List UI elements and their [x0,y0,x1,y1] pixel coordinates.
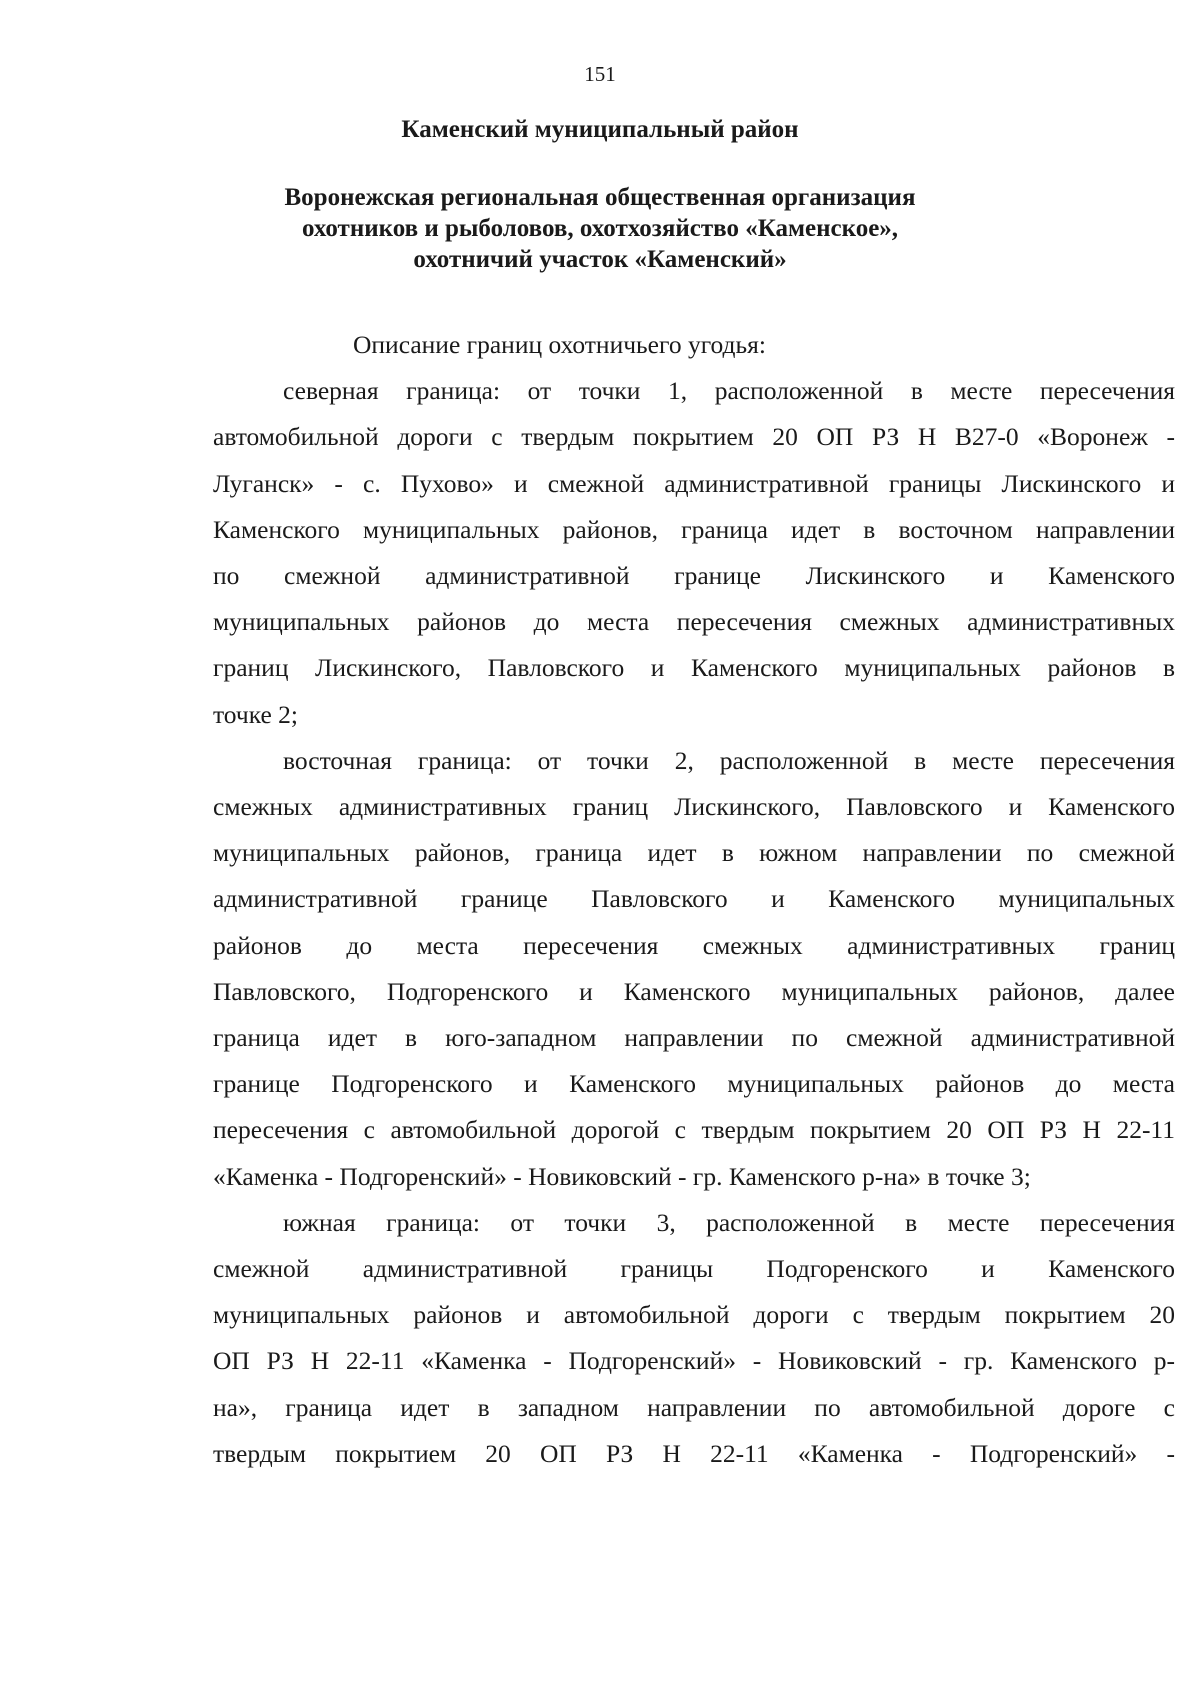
east-line: «Каменка - Подгоренский» - Новиковский - гр. Каменского р-на» в точке 3; [213,1161,1031,1191]
boundary-description [213,322,1175,1477]
east-line: восточная граница: от точки 2, расположенной в месте пересечения [283,745,1175,775]
organization-title [0,182,1200,275]
organization-title-line: охотничий участок «Каменский» [413,246,787,273]
north-line: автомобильной дороги с твердым покрытием 20 ОП РЗ Н В27-0 «Воронеж - [213,422,1175,452]
south-line: ОП РЗ Н 22-11 «Каменка - Подгоренский» - Новиковский - гр. Каменского р- [213,1346,1175,1376]
east-line: Павловского, Подгоренского и Каменского муниципальных районов, далее [213,976,1175,1006]
east-line: районов до места пересечения смежных административных границ [213,930,1175,960]
east-line: граница идет в юго-западном направлении по смежной административной [213,1023,1175,1053]
north-line: границ Лискинского, Павловского и Каменского муниципальных районов в [213,653,1175,683]
page-number: 151 [584,62,616,86]
east-line: административной границе Павловского и Каменского муниципальных [213,884,1175,914]
intro-line: Описание границ охотничьего угодья: [353,330,766,359]
north-line: северная граница: от точки 1, расположенной в месте пересечения [283,376,1175,406]
east-line: муниципальных районов, граница идет в южном направлении по смежной [213,838,1175,868]
south-boundary-paragraph [213,1200,1175,1477]
east-line: смежных административных границ Лискинского, Павловского и Каменского [213,792,1175,822]
organization-title-line: охотников и рыболовов, охотхозяйство «Каменское», [301,215,899,242]
east-line: границе Подгоренского и Каменского муниципальных районов до места [213,1069,1175,1099]
south-line: муниципальных районов и автомобильной дороги с твердым покрытием 20 [213,1300,1175,1330]
east-line: пересечения с автомобильной дорогой с твердым покрытием 20 ОП РЗ Н 22-11 [213,1115,1175,1145]
south-line: твердым покрытием 20 ОП РЗ Н 22-11 «Каменка - Подгоренский» - [213,1438,1175,1468]
south-line: на», граница идет в западном направлении по автомобильной дороге с [213,1392,1175,1422]
east-boundary-paragraph [213,738,1175,1200]
north-line: Луганск» - с. Пухово» и смежной административной границы Лискинского и [213,468,1175,498]
district-title: Каменский муниципальный район [401,116,799,143]
north-line: точке 2; [213,699,299,729]
intro-paragraph [213,322,1175,368]
north-line: по смежной административной границе Лискинского и Каменского [213,561,1175,591]
north-boundary-paragraph [213,368,1175,738]
north-line: муниципальных районов до места пересечения смежных административных [213,607,1175,637]
organization-title-line: Воронежская региональная общественная организация [284,184,916,211]
north-line: Каменского муниципальных районов, граница идет в восточном направлении [213,514,1175,544]
south-line: южная граница: от точки 3, расположенной в месте пересечения [283,1207,1175,1237]
south-line: смежной административной границы Подгоренского и Каменского [213,1254,1175,1284]
